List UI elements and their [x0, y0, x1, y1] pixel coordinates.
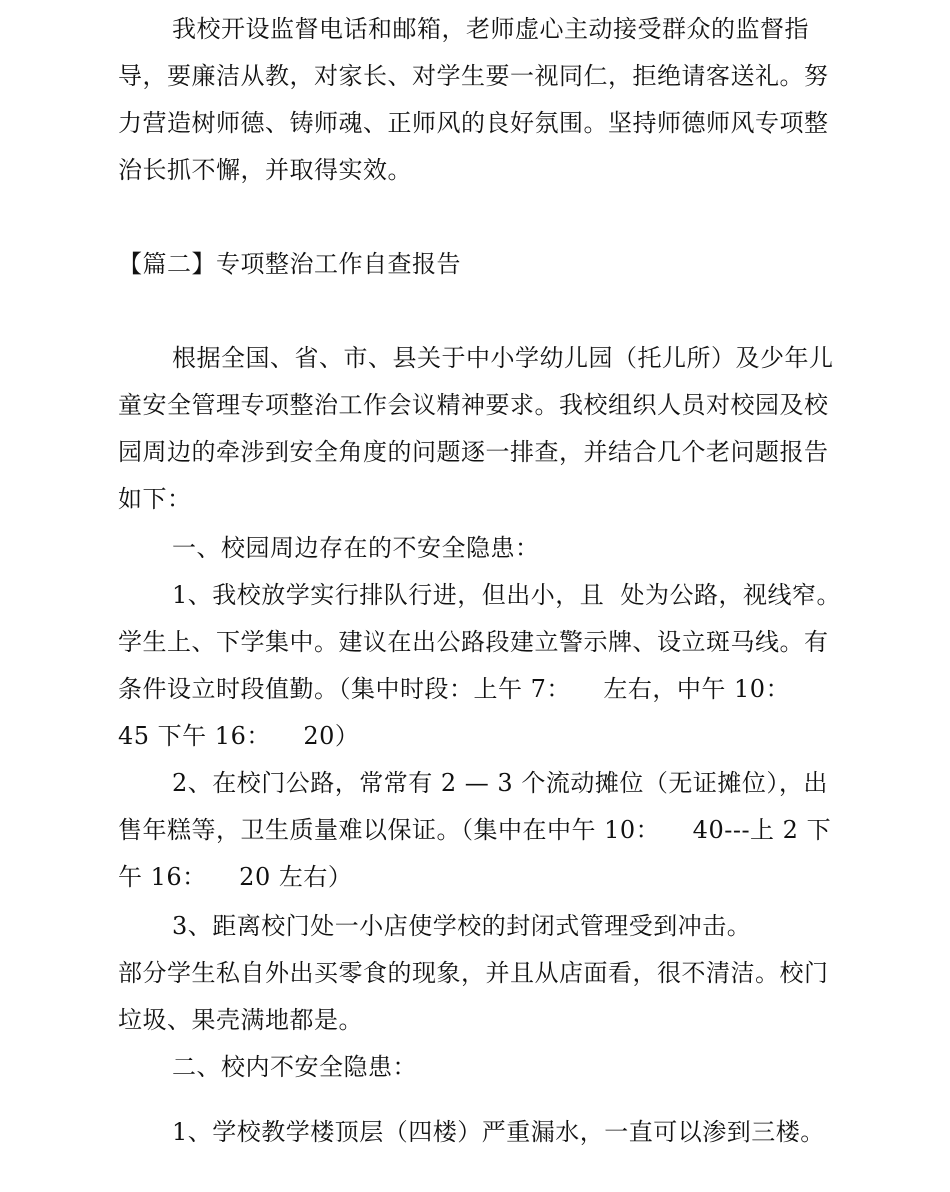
- list-item-line: 学生上、下学集中。建议在出公路段建立警示牌、设立斑马线。有: [118, 628, 829, 656]
- paragraph-line: 力营造树师德、铸师魂、正师风的良好氛围。坚持师德师风专项整: [118, 109, 829, 137]
- list-item-line: 45 下午 16： 20）: [118, 722, 360, 750]
- section-heading: 【篇二】专项整治工作自查报告: [118, 250, 461, 278]
- list-item-line: 垃圾、果壳满地都是。: [118, 1006, 363, 1034]
- paragraph-line: 导，要廉洁从教，对家长、对学生要一视同仁，拒绝请客送礼。努: [118, 62, 829, 90]
- list-item-line: 1、学校教学楼顶层（四楼）严重漏水，一直可以渗到三楼。: [172, 1118, 825, 1146]
- list-item-line: 2、在校门公路，常常有 2 — 3 个流动摊位（无证摊位），出: [172, 769, 828, 797]
- list-item-line: 午 16： 20 左右）: [118, 863, 353, 891]
- paragraph-line: 我校开设监督电话和邮箱，老师虚心主动接受群众的监督指: [172, 15, 809, 43]
- list-item-line: 条件设立时段值勤。（集中时段：上午 7： 左右，中午 10：: [118, 675, 791, 703]
- paragraph-line: 治长抓不懈，并取得实效。: [118, 156, 412, 184]
- list-item-line: 部分学生私自外出买零食的现象，并且从店面看，很不清洁。校门: [118, 959, 829, 987]
- paragraph-line: 根据全国、省、市、县关于中小学幼儿园（托儿所）及少年儿: [172, 344, 834, 372]
- list-item-line: 3、距离校门处一小店使学校的封闭式管理受到冲击。: [172, 912, 752, 940]
- paragraph-line: 如下：: [118, 485, 192, 513]
- list-heading: 二、校内不安全隐患：: [172, 1053, 417, 1081]
- list-heading: 一、校园周边存在的不安全隐患：: [172, 534, 540, 562]
- paragraph-line: 童安全管理专项整治工作会议精神要求。我校组织人员对校园及校: [118, 391, 829, 419]
- list-item-line: 售年糕等，卫生质量难以保证。（集中在中午 10： 40---上 2 下: [118, 816, 832, 844]
- paragraph-line: 园周边的牵涉到安全角度的问题逐一排查，并结合几个老问题报告: [118, 438, 829, 466]
- list-item-line: 1、我校放学实行排队行进，但出小，且 处为公路，视线窄。: [172, 581, 842, 609]
